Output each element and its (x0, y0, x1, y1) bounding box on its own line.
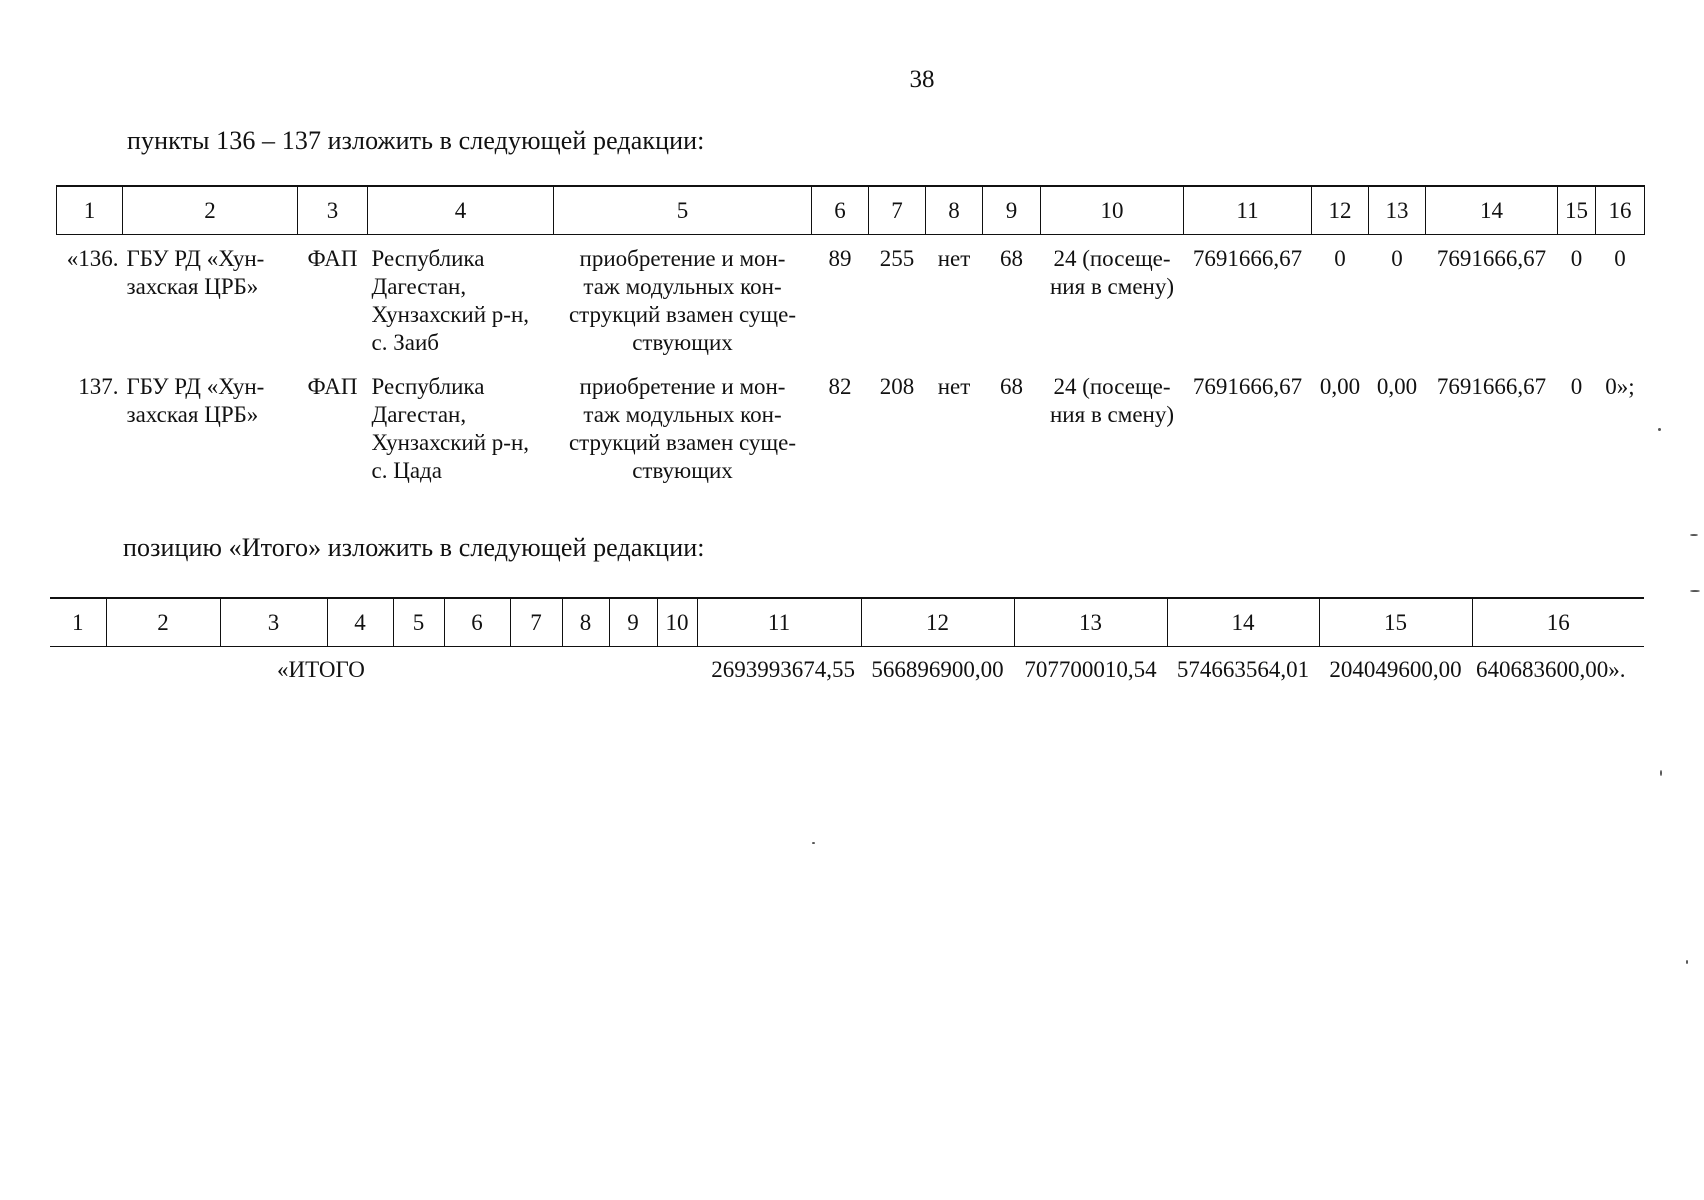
cell-value: 0,00 (1376, 374, 1418, 399)
cell-value: 208 (879, 374, 915, 399)
column-number: 7 (869, 186, 926, 235)
cell-value: нет (937, 374, 971, 399)
location: Республика Дагестан, Хунзахский р-н, с. Заиб (371, 246, 529, 355)
cell-value: 68 (1000, 246, 1023, 271)
column-number: 13 (1369, 186, 1426, 235)
facilities-header-row (57, 186, 1645, 235)
cell-value: 7691666,67 (1192, 374, 1303, 399)
cell-value: 0 (1391, 246, 1403, 271)
item-number: «136. (66, 246, 119, 271)
column-number: 8 (926, 186, 983, 235)
column-number: 3 (220, 598, 327, 647)
total-value: 2693993674,55 (711, 657, 855, 682)
scan-speck (812, 842, 815, 844)
scan-speck (1660, 770, 1662, 776)
scan-speck (1686, 960, 1688, 964)
page-number: 38 (909, 66, 935, 93)
cell-value: 0 (1334, 246, 1346, 271)
column-number: 3 (298, 186, 368, 235)
cell-value: 68 (1000, 374, 1023, 399)
total-header-row (50, 598, 1644, 647)
column-number: 10 (1041, 186, 1184, 235)
table-row (57, 357, 1645, 485)
total-value: 640683600,00». (1476, 657, 1626, 682)
cell-value: 7691666,67 (1436, 246, 1547, 271)
capacity: 24 (посеще- ния в смену) (1050, 374, 1174, 427)
cell-value: 7691666,67 (1436, 374, 1547, 399)
scan-speck (1658, 428, 1661, 431)
column-number: 10 (657, 598, 697, 647)
table-row (57, 235, 1645, 358)
column-number: 12 (1312, 186, 1369, 235)
column-number: 5 (393, 598, 444, 647)
total-value: 204049600,00 (1329, 657, 1462, 682)
item-number: 137. (78, 374, 119, 399)
capacity: 24 (посеще- ния в смену) (1050, 246, 1174, 299)
total-value: 574663564,01 (1176, 657, 1310, 682)
scan-speck (1690, 590, 1700, 592)
institution-name: ГБУ РД «Хун- захская ЦРБ» (126, 374, 265, 427)
amendment-intro-total: позицию «Итого» изложить в следующей редакции: (123, 533, 705, 562)
column-number: 6 (812, 186, 869, 235)
location: Республика Дагестан, Хунзахский р-н, с. Цада (371, 374, 529, 483)
work-description: приобретение и мон- таж модульных кон- струкций взамен суще- ствующих (568, 374, 797, 483)
column-number: 16 (1472, 598, 1644, 647)
cell-value: 255 (879, 246, 915, 271)
column-number: 1 (57, 186, 123, 235)
institution-name: ГБУ РД «Хун- захская ЦРБ» (126, 246, 265, 299)
column-number: 6 (444, 598, 510, 647)
column-number: 11 (697, 598, 861, 647)
total-table (50, 597, 1644, 683)
column-number: 14 (1167, 598, 1319, 647)
column-number: 2 (106, 598, 220, 647)
cell-value: нет (937, 246, 971, 271)
total-value: 566896900,00 (871, 657, 1004, 682)
cell-value: 89 (828, 246, 852, 271)
cell-value: 82 (828, 374, 852, 399)
total-label: «ИТОГО (277, 657, 365, 682)
column-number: 2 (123, 186, 298, 235)
total-row (50, 647, 1644, 684)
column-number: 1 (50, 598, 106, 647)
amendment-intro-items: пункты 136 – 137 изложить в следующей редакции: (127, 126, 705, 155)
scan-speck (1690, 534, 1698, 536)
column-number: 8 (562, 598, 609, 647)
total-value: 707700010,54 (1024, 657, 1157, 682)
facility-type: ФАП (307, 374, 358, 399)
column-number: 9 (609, 598, 657, 647)
cell-value: 0,00 (1319, 374, 1361, 399)
facility-type: ФАП (307, 246, 358, 271)
column-number: 13 (1014, 598, 1167, 647)
column-number: 7 (510, 598, 562, 647)
column-number: 12 (861, 598, 1014, 647)
column-number: 15 (1319, 598, 1472, 647)
column-number: 16 (1596, 186, 1645, 235)
cell-value: 7691666,67 (1192, 246, 1303, 271)
facilities-table (56, 185, 1645, 485)
column-number: 14 (1426, 186, 1558, 235)
column-number: 4 (368, 186, 554, 235)
cell-value: 0 (1570, 374, 1583, 399)
column-number: 5 (554, 186, 812, 235)
column-number: 9 (983, 186, 1041, 235)
cell-value: 0 (1570, 246, 1583, 271)
cell-value: 0»; (1605, 374, 1635, 399)
column-number: 11 (1184, 186, 1312, 235)
work-description: приобретение и мон- таж модульных кон- струкций взамен суще- ствующих (568, 246, 797, 355)
column-number: 15 (1558, 186, 1596, 235)
column-number: 4 (327, 598, 393, 647)
cell-value: 0 (1614, 246, 1626, 271)
